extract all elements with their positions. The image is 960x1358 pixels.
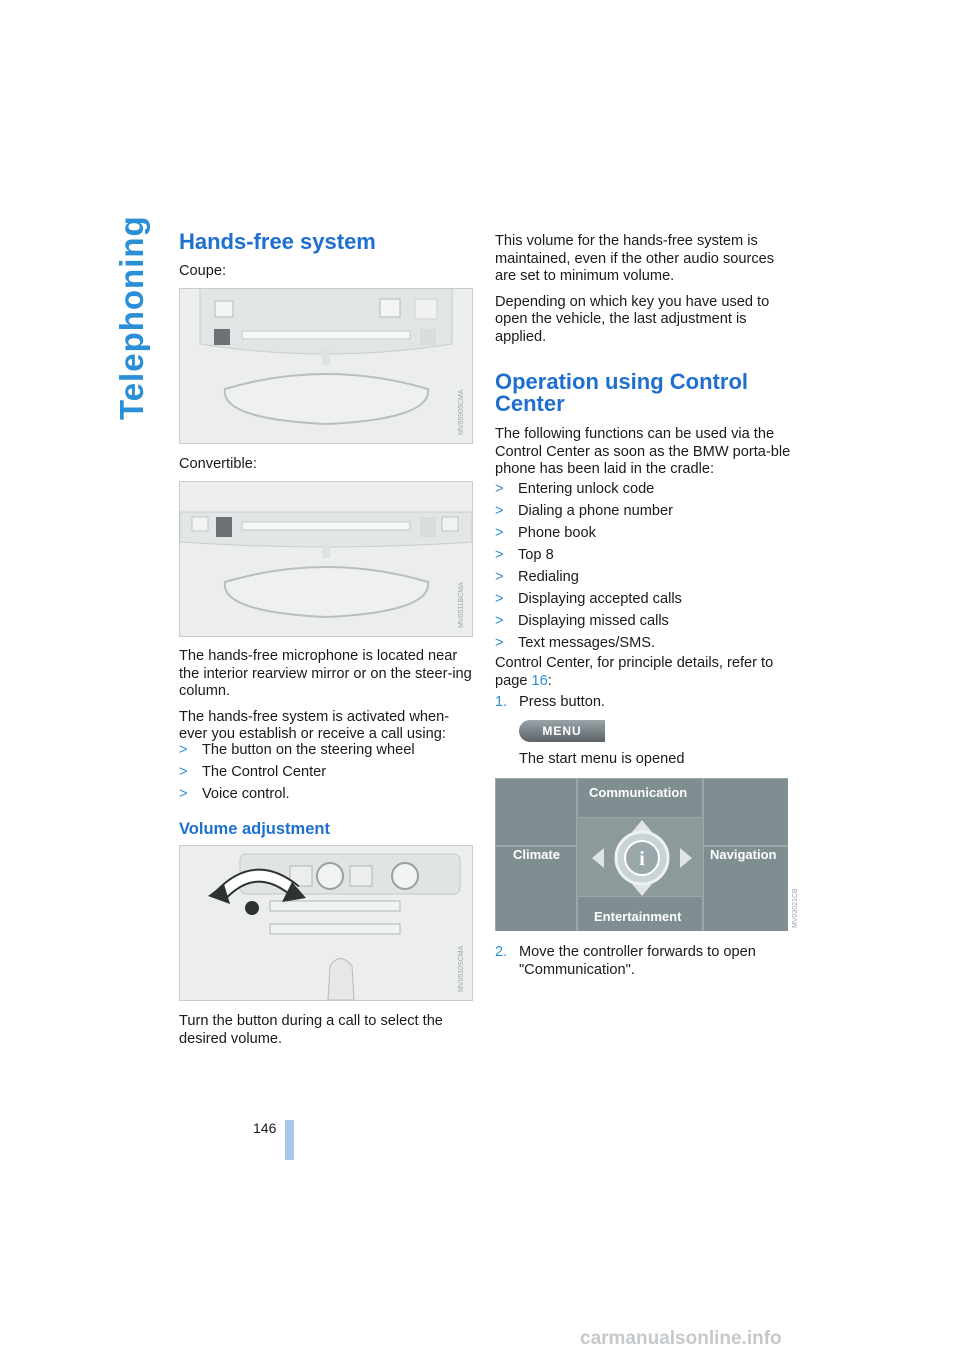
coupe-mirror-illustration bbox=[180, 289, 472, 443]
volume-maintained-paragraph: This volume for the hands-free system is maintained, even if the other audio sources are set to minimum volume. bbox=[495, 233, 775, 284]
control-center-heading-line2: Center bbox=[495, 391, 565, 416]
volume-figure-code: MV0510SCMA bbox=[458, 945, 465, 992]
start-menu-screen bbox=[495, 778, 788, 931]
watermark: carmanualsonline.info bbox=[580, 1328, 782, 1349]
coupe-label: Coupe: bbox=[179, 263, 227, 279]
volume-instruction-paragraph: Turn the button during a call to select the desired volume. bbox=[179, 1013, 443, 1047]
convertible-figure-code: MV0511BCMA bbox=[458, 582, 465, 628]
coupe-figure-code: MV05905CMA bbox=[458, 389, 465, 435]
convertible-mirror-illustration bbox=[180, 482, 472, 636]
control-center-heading-line1: Operation using Control bbox=[495, 369, 748, 394]
menu-item-navigation[interactable]: Navigation bbox=[710, 847, 777, 862]
coupe-mirror-figure bbox=[179, 288, 473, 444]
info-icon: i bbox=[639, 848, 645, 870]
volume-adjustment-heading: Volume adjustment bbox=[179, 820, 330, 838]
volume-knob-illustration bbox=[180, 846, 472, 1000]
control-center-heading bbox=[495, 371, 748, 415]
section-side-title: Telephoning bbox=[113, 215, 150, 420]
page-number: 146 bbox=[253, 1120, 277, 1136]
control-center-reference: Control Center, for principle details, refer to page 16: bbox=[495, 655, 774, 689]
microphone-location-paragraph: The hands-free microphone is located near the interior rearview mirror or on the steer-ing column. bbox=[179, 648, 472, 699]
activation-paragraph: The hands-free system is activated when-ever you establish or receive a call using: bbox=[179, 708, 450, 742]
convertible-label: Convertible: bbox=[179, 456, 257, 472]
functions-intro-paragraph: The following functions can be used via the Control Center as soon as the BMW porta-ble phone has been laid in the cradle: bbox=[495, 426, 791, 477]
controller-icon bbox=[590, 818, 694, 898]
menu-item-communication[interactable]: Communication bbox=[589, 785, 688, 800]
page-16-link[interactable]: 16 bbox=[531, 672, 548, 689]
menu-button[interactable]: MENU bbox=[519, 720, 605, 742]
screen-figure-code: MV03021CB bbox=[792, 888, 799, 928]
hands-free-heading: Hands-free system bbox=[179, 229, 376, 254]
menu-item-climate[interactable]: Climate bbox=[513, 847, 560, 862]
start-menu-text: The start menu is opened bbox=[519, 751, 685, 767]
convertible-mirror-figure bbox=[179, 481, 473, 637]
key-adjustment-paragraph: Depending on which key you have used to open the vehicle, the last adjustment is applied. bbox=[495, 293, 770, 345]
page-marker-bar bbox=[285, 1120, 294, 1160]
volume-knob-figure bbox=[179, 845, 473, 1001]
menu-item-entertainment[interactable]: Entertainment bbox=[594, 909, 682, 924]
